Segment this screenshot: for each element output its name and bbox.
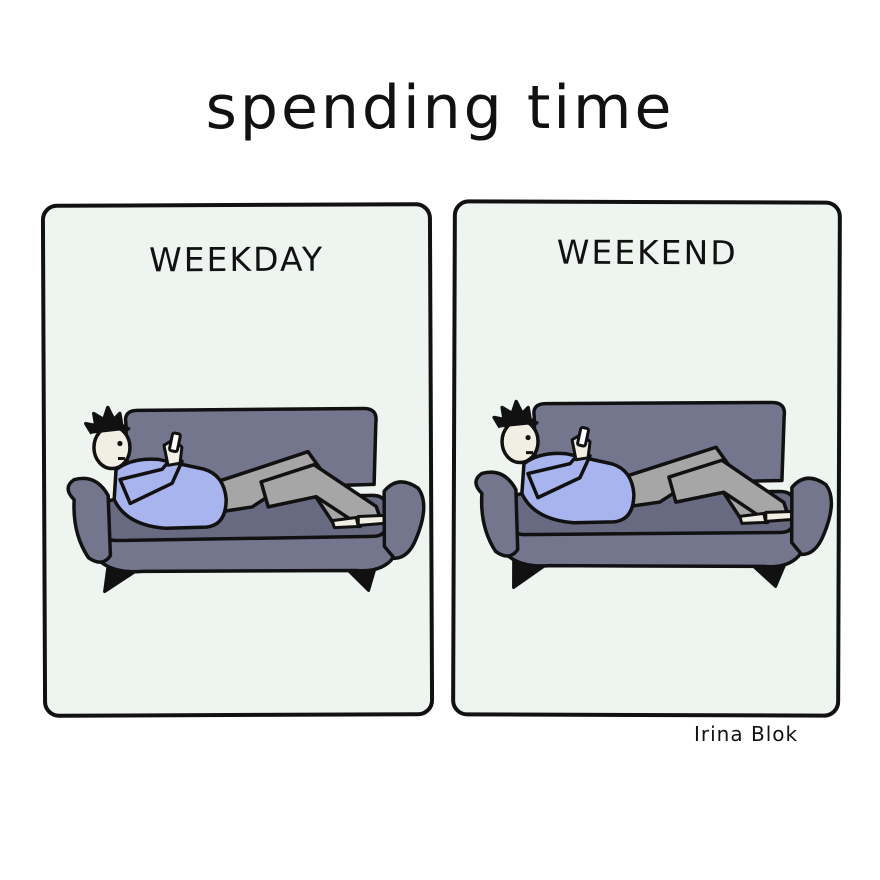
panel-weekday bbox=[41, 202, 434, 718]
comic-title: spending time bbox=[205, 73, 675, 143]
artist-signature: Irina Blok bbox=[694, 722, 799, 746]
panel-label-weekday: WEEKDAY bbox=[149, 239, 325, 280]
sofa-scene-weekday bbox=[45, 206, 438, 722]
sofa-scene-weekend bbox=[455, 203, 848, 718]
panel-weekend bbox=[451, 199, 842, 717]
panel-label-weekend: WEEKEND bbox=[556, 232, 738, 273]
